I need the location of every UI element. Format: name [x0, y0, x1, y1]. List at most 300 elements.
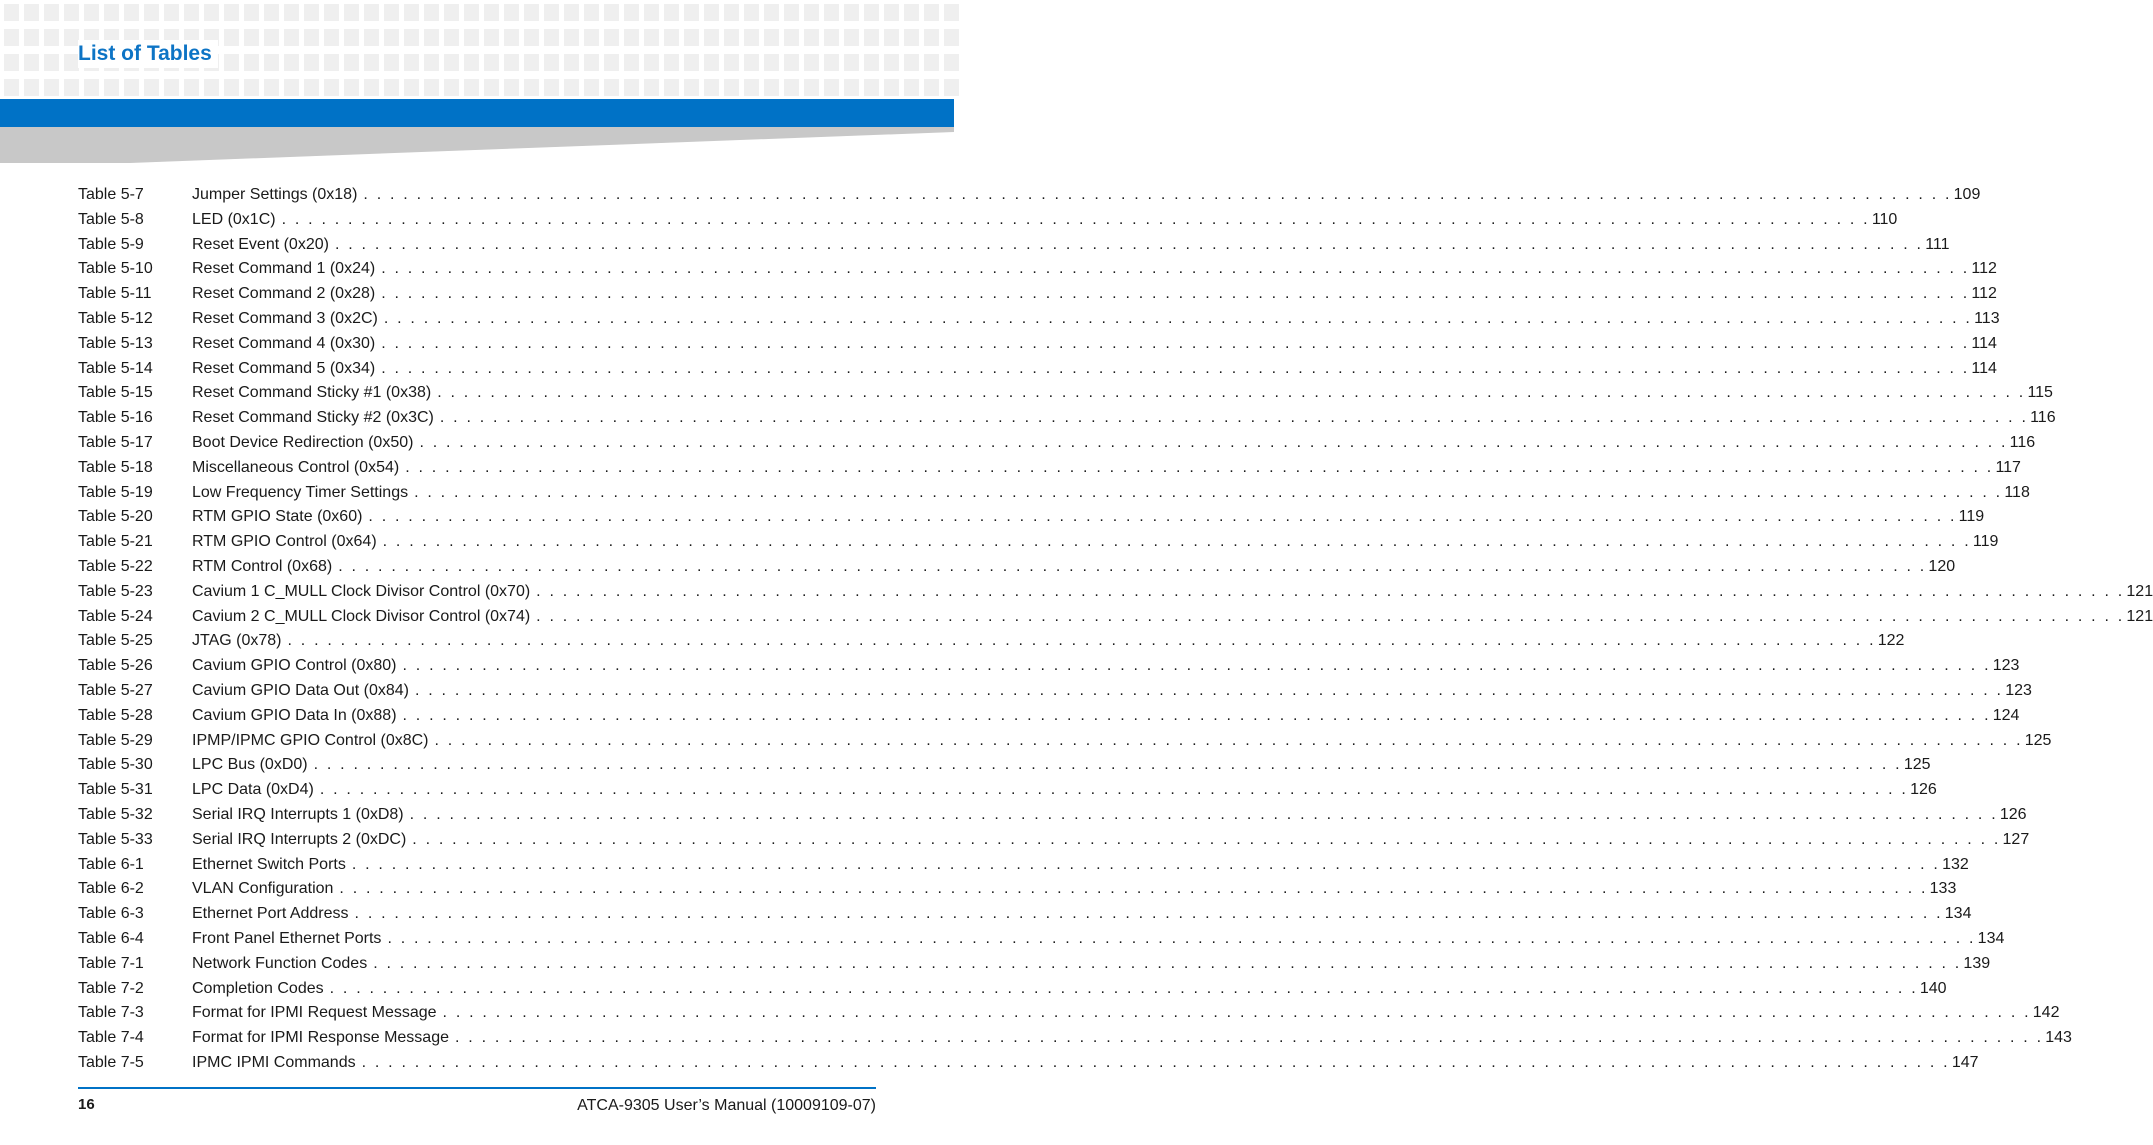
dot-leader: . . . . . . . . . . . . . . . . . . . . . . . . . . . . . . . . . . . . . . . . . . . . . . . . . . . . . . . . . . . . . . . . . . . . . . . . . . . . . . . . . . . . . . . . . . . . . . . . . . . . . . . . . . . . . . . . . . . . . . . . — [363, 186, 1952, 203]
table-number: Table 5-32 — [78, 805, 153, 823]
pattern-square — [924, 4, 939, 21]
pattern-square — [944, 79, 959, 96]
dot-leader: . . . . . . . . . . . . . . . . . . . . . . . . . . . . . . . . . . . . . . . . . . . . . . . . . . . . . . . . . . . . . . . . . . . . . . . . . . . . . . . . . . . . . . . . . . . . . . . . . . . . . . . . . . . . . . . . . . . . . . . . — [381, 285, 1970, 303]
table-title[interactable]: Serial IRQ Interrupts 2 (0xDC) — [192, 830, 407, 848]
pattern-square — [764, 79, 779, 96]
table-title[interactable]: Reset Command Sticky #2 (0x3C) — [192, 409, 434, 427]
table-number: Table 5-29 — [78, 731, 153, 749]
table-title[interactable]: Jumper Settings (0x18) — [192, 186, 358, 203]
toc-entry[interactable] — [78, 952, 1991, 977]
table-title[interactable]: Boot Device Redirection (0x50) — [192, 433, 414, 451]
table-number: Table 6-2 — [78, 880, 144, 898]
dot-leader: . . . . . . . . . . . . . . . . . . . . . . . . . . . . . . . . . . . . . . . . . . . . . . . . . . . . . . . . . . . . . . . . . . . . . . . . . . . . . . . . . . . . . . . . . . . . . . . . . . . . . . . . . . . . . . . . . . . . . . . . — [339, 880, 1928, 898]
pattern-square — [384, 54, 399, 71]
page-reference[interactable]: 134 — [1977, 929, 2005, 947]
pattern-square — [504, 79, 519, 96]
table-title[interactable]: Cavium GPIO Data Out (0x84) — [192, 681, 409, 699]
pattern-square — [364, 79, 379, 96]
pattern-square — [544, 54, 559, 71]
dot-leader: . . . . . . . . . . . . . . . . . . . . . . . . . . . . . . . . . . . . . . . . . . . . . . . . . . . . . . . . . . . . . . . . . . . . . . . . . . . . . . . . . . . . . . . . . . . . . . . . . . . . . . . . . . . . . . . . . . . . . . . . — [329, 979, 1918, 997]
table-number: Table 5-26 — [78, 657, 153, 675]
pattern-square — [484, 79, 499, 96]
dot-leader: . . . . . . . . . . . . . . . . . . . . . . . . . . . . . . . . . . . . . . . . . . . . . . . . . . . . . . . . . . . . . . . . . . . . . . . . . . . . . . . . . . . . . . . . . . . . . . . . . . . . . . . . . . . . . . . . . . . . . . . . — [454, 1029, 2044, 1047]
pattern-square — [324, 79, 339, 96]
table-title[interactable]: Reset Command 5 (0x34) — [192, 359, 376, 377]
dot-leader: . . . . . . . . . . . . . . . . . . . . . . . . . . . . . . . . . . . . . . . . . . . . . . . . . . . . . . . . . . . . . . . . . . . . . . . . . . . . . . . . . . . . . . . . . . . . . . . . . . . . . . . . . . . . . . . . . . . . . . . . — [381, 359, 1970, 377]
pattern-square — [24, 29, 39, 46]
toc-entry[interactable] — [78, 332, 1997, 357]
dot-leader: . . . . . . . . . . . . . . . . . . . . . . . . . . . . . . . . . . . . . . . . . . . . . . . . . . . . . . . . . . . . . . . . . . . . . . . . . . . . . . . . . . . . . . . . . . . . . . . . . . . . . . . . . . . . . . . . . . . . . . . . — [383, 309, 1973, 327]
table-number: Table 5-7 — [78, 186, 144, 203]
pattern-square — [784, 29, 799, 46]
page-reference[interactable]: 112 — [1971, 285, 1997, 303]
pattern-square — [944, 29, 959, 46]
pattern-square — [844, 54, 859, 71]
table-number: Table 5-27 — [78, 681, 153, 699]
pattern-square — [924, 29, 939, 46]
page-reference[interactable]: 140 — [1919, 979, 1947, 997]
pattern-square — [24, 54, 39, 71]
pattern-square — [724, 29, 739, 46]
toc-entry[interactable] — [78, 1026, 2072, 1051]
table-number: Table 5-16 — [78, 409, 153, 427]
pattern-square — [344, 54, 359, 71]
page-reference[interactable]: 121 — [2126, 582, 2153, 600]
pattern-square — [724, 4, 739, 21]
pattern-square — [444, 54, 459, 71]
page-reference[interactable]: 121 — [2126, 607, 2153, 625]
pattern-square — [844, 4, 859, 21]
pattern-square — [724, 79, 739, 96]
pattern-square — [744, 4, 759, 21]
pattern-square — [324, 54, 339, 71]
table-title[interactable]: RTM GPIO State (0x60) — [192, 508, 363, 526]
pattern-square — [544, 29, 559, 46]
pattern-square — [264, 29, 279, 46]
table-title[interactable]: VLAN Configuration — [192, 880, 334, 898]
dot-leader: . . . . . . . . . . . . . . . . . . . . . . . . . . . . . . . . . . . . . . . . . . . . . . . . . . . . . . . . . . . . . . . . . . . . . . . . . . . . . . . . . . . . . . . . . . . . . . . . . . . . . . . . . . . . . . . . . . . . . . . . — [381, 260, 1970, 278]
pattern-square — [144, 79, 159, 96]
table-title[interactable]: Reset Command 1 (0x24) — [192, 260, 376, 278]
pattern-square — [364, 54, 379, 71]
pattern-square — [304, 54, 319, 71]
pattern-square — [44, 54, 59, 71]
toc-entry[interactable] — [78, 381, 2053, 406]
table-title[interactable]: Reset Command Sticky #1 (0x38) — [192, 384, 432, 402]
page-reference[interactable]: 123 — [1992, 657, 2020, 675]
pattern-square — [704, 4, 719, 21]
pattern-square — [84, 4, 99, 21]
page-reference[interactable]: 120 — [1928, 557, 1956, 575]
pattern-square — [824, 79, 839, 96]
toc-entry[interactable] — [78, 233, 1950, 258]
pattern-square — [504, 29, 519, 46]
footer-page-number: 16 — [78, 1096, 95, 1113]
toc-entry[interactable] — [78, 977, 1947, 1002]
dot-leader: . . . . . . . . . . . . . . . . . . . . . . . . . . . . . . . . . . . . . . . . . . . . . . . . . . . . . . . . . . . . . . . . . . . . . . . . . . . . . . . . . . . . . . . . . . . . . . . . . . . . . . . . . . . . . . . . . . . . . . . . — [437, 384, 2026, 402]
pattern-square — [664, 4, 679, 21]
table-number: Table 5-12 — [78, 309, 153, 327]
pattern-square — [564, 79, 579, 96]
pattern-square — [724, 54, 739, 71]
page-reference[interactable]: 115 — [2027, 384, 2053, 402]
pattern-square — [624, 29, 639, 46]
pattern-square — [24, 79, 39, 96]
table-number: Table 5-8 — [78, 210, 144, 228]
pattern-square — [744, 29, 759, 46]
table-title[interactable]: RTM Control (0x68) — [192, 557, 333, 575]
pattern-square — [904, 54, 919, 71]
page-reference[interactable]: 116 — [2030, 409, 2056, 427]
pattern-square — [644, 79, 659, 96]
pattern-square — [224, 79, 239, 96]
pattern-square — [244, 54, 259, 71]
toc-entry[interactable] — [78, 555, 1956, 580]
table-title[interactable]: Completion Codes — [192, 979, 324, 997]
pattern-square — [4, 79, 19, 96]
dot-leader: . . . . . . . . . . . . . . . . . . . . . . . . . . . . . . . . . . . . . . . . . . . . . . . . . . . . . . . . . . . . . . . . . . . . . . . . . . . . . . . . . . . . . . . . . . . . . . . . . . . . . . . . . . . . . . . . . . . . . . . . — [439, 409, 2029, 427]
footer-divider — [78, 1087, 876, 1089]
dot-leader: . . . . . . . . . . . . . . . . . . . . . . . . . . . . . . . . . . . . . . . . . . . . . . . . . . . . . . . . . . . . . . . . . . . . . . . . . . . . . . . . . . . . . . . . . . . . . . . . . . . . . . . . . . . . . . . . . . . . . . . . — [319, 781, 1909, 799]
pattern-square — [444, 4, 459, 21]
pattern-square — [224, 29, 239, 46]
pattern-square — [564, 54, 579, 71]
pattern-square — [524, 29, 539, 46]
toc-entry[interactable] — [78, 778, 1937, 803]
pattern-square — [4, 4, 19, 21]
page-reference[interactable]: 110 — [1871, 210, 1898, 228]
table-number: Table 7-2 — [78, 979, 144, 997]
table-number: Table 5-17 — [78, 433, 153, 451]
table-title[interactable]: Reset Event (0x20) — [192, 235, 329, 253]
dot-leader: . . . . . . . . . . . . . . . . . . . . . . . . . . . . . . . . . . . . . . . . . . . . . . . . . . . . . . . . . . . . . . . . . . . . . . . . . . . . . . . . . . . . . . . . . . . . . . . . . . . . . . . . . . . . . . . . . . . . . . . . — [382, 533, 1971, 551]
footer-document-title: ATCA-9305 User’s Manual (10009109-07) — [577, 1097, 876, 1114]
toc-entry[interactable] — [78, 357, 1997, 382]
dot-leader: . . . . . . . . . . . . . . . . . . . . . . . . . . . . . . . . . . . . . . . . . . . . . . . . . . . . . . . . . . . . . . . . . . . . . . . . . . . . . . . . . . . . . . . . . . . . . . . . . . . . . . . . . . . . . . . . . . . . . . . . — [287, 632, 1876, 650]
dot-leader: . . . . . . . . . . . . . . . . . . . . . . . . . . . . . . . . . . . . . . . . . . . . . . . . . . . . . . . . . . . . . . . . . . . . . . . . . . . . . . . . . . . . . . . . . . . . . . . . . . . . . . . . . . . . . . . . . . . . . . . . — [351, 855, 1941, 873]
pattern-square — [264, 79, 279, 96]
page-reference[interactable]: 119 — [1972, 533, 1999, 551]
pattern-square — [284, 4, 299, 21]
page-reference[interactable]: 125 — [2024, 731, 2052, 749]
page-reference[interactable]: 114 — [1971, 359, 1997, 377]
pattern-square — [684, 29, 699, 46]
toc-entry[interactable] — [78, 431, 2036, 456]
pattern-square — [584, 54, 599, 71]
table-title[interactable]: Low Frequency Timer Settings — [192, 483, 409, 501]
pattern-square — [304, 4, 319, 21]
toc-entry[interactable] — [78, 481, 2030, 506]
pattern-square — [784, 79, 799, 96]
table-title[interactable]: Cavium GPIO Control (0x80) — [192, 657, 397, 675]
page-reference[interactable]: 134 — [1944, 905, 1972, 923]
pattern-square — [704, 29, 719, 46]
pattern-square — [444, 29, 459, 46]
pattern-square — [884, 29, 899, 46]
toc-entry[interactable] — [78, 505, 1985, 530]
table-title[interactable]: Reset Command 2 (0x28) — [192, 285, 376, 303]
toc-entry[interactable] — [78, 828, 2030, 853]
page-reference[interactable]: 126 — [1910, 781, 1937, 799]
page-reference[interactable]: 127 — [2002, 830, 2030, 848]
toc-entry[interactable] — [78, 282, 1997, 307]
pattern-square — [284, 79, 299, 96]
pattern-square — [324, 29, 339, 46]
pattern-square — [704, 79, 719, 96]
pattern-square — [644, 29, 659, 46]
table-number: Table 5-31 — [78, 781, 153, 799]
table-number: Table 7-5 — [78, 1053, 144, 1071]
pattern-square — [764, 4, 779, 21]
page-reference[interactable]: 119 — [1958, 508, 1985, 526]
header-blue-band — [0, 99, 954, 127]
table-title[interactable]: Ethernet Port Address — [192, 905, 349, 923]
pattern-square — [544, 4, 559, 21]
dot-leader: . . . . . . . . . . . . . . . . . . . . . . . . . . . . . . . . . . . . . . . . . . . . . . . . . . . . . . . . . . . . . . . . . . . . . . . . . . . . . . . . . . . . . . . . . . . . . . . . . . . . . . . . . . . . . . . . . . . . . . . . — [405, 458, 1994, 476]
table-number: Table 6-4 — [78, 929, 144, 947]
table-number: Table 5-14 — [78, 359, 153, 377]
pattern-square — [744, 54, 759, 71]
page-reference[interactable]: 122 — [1877, 632, 1905, 650]
toc-entry[interactable] — [78, 307, 2000, 332]
page-reference[interactable]: 147 — [1951, 1053, 1979, 1071]
table-title[interactable]: Cavium GPIO Data In (0x88) — [192, 706, 397, 724]
pattern-square — [824, 29, 839, 46]
table-title[interactable]: Serial IRQ Interrupts 1 (0xD8) — [192, 805, 404, 823]
pattern-square — [184, 4, 199, 21]
toc-entry[interactable] — [78, 580, 2153, 605]
pattern-square — [304, 29, 319, 46]
pattern-square — [784, 54, 799, 71]
page-reference[interactable]: 133 — [1929, 880, 1957, 898]
dot-leader: . . . . . . . . . . . . . . . . . . . . . . . . . . . . . . . . . . . . . . . . . . . . . . . . . . . . . . . . . . . . . . . . . . . . . . . . . . . . . . . . . . . . . . . . . . . . . . . . . . . . . . . . . . . . . . . . . . . . . . . . — [281, 210, 1870, 228]
pattern-square — [844, 79, 859, 96]
pattern-square — [404, 54, 419, 71]
table-title[interactable]: Ethernet Switch Ports — [192, 855, 346, 873]
table-title[interactable]: Cavium 1 C_MULL Clock Divisor Control (0x70) — [192, 582, 531, 600]
page-reference[interactable]: 113 — [1974, 309, 2000, 327]
dot-leader: . . . . . . . . . . . . . . . . . . . . . . . . . . . . . . . . . . . . . . . . . . . . . . . . . . . . . . . . . . . . . . . . . . . . . . . . . . . . . . . . . . . . . . . . . . . . . . . . . . . . . . . . . . . . . . . . . . . . . . . . — [373, 954, 1962, 972]
toc-entry[interactable] — [78, 530, 1999, 555]
pattern-square — [864, 4, 879, 21]
pattern-square — [484, 4, 499, 21]
toc-entry[interactable] — [78, 605, 2153, 630]
pattern-square — [664, 79, 679, 96]
toc-entry[interactable] — [78, 208, 1898, 233]
pattern-square — [524, 79, 539, 96]
pattern-square — [584, 29, 599, 46]
page-title: List of Tables — [78, 40, 218, 68]
toc-entry[interactable] — [78, 803, 2027, 828]
pattern-square — [364, 29, 379, 46]
toc-entry[interactable] — [78, 654, 2020, 679]
pattern-square — [184, 79, 199, 96]
toc-entry[interactable] — [78, 753, 1931, 778]
pattern-square — [124, 4, 139, 21]
table-number: Table 7-1 — [78, 954, 144, 972]
table-number: Table 5-30 — [78, 756, 153, 774]
dot-leader: . . . . . . . . . . . . . . . . . . . . . . . . . . . . . . . . . . . . . . . . . . . . . . . . . . . . . . . . . . . . . . . . . . . . . . . . . . . . . . . . . . . . . . . . . . . . . . . . . . . . . . . . . . . . . . . . . . . . . . . . — [414, 483, 2003, 501]
dot-leader: . . . . . . . . . . . . . . . . . . . . . . . . . . . . . . . . . . . . . . . . . . . . . . . . . . . . . . . . . . . . . . . . . . . . . . . . . . . . . . . . . . . . . . . . . . . . . . . . . . . . . . . . . . . . . . . . . . . . . . . . — [536, 582, 2125, 600]
toc-entry[interactable] — [78, 704, 2020, 729]
table-number: Table 5-15 — [78, 384, 153, 402]
pattern-square — [64, 79, 79, 96]
table-title[interactable]: LPC Data (0xD4) — [192, 781, 314, 799]
pattern-square — [624, 54, 639, 71]
pattern-square — [464, 79, 479, 96]
toc-entry[interactable] — [78, 1051, 1979, 1076]
page-reference[interactable]: 132 — [1942, 855, 1969, 873]
pattern-square — [684, 79, 699, 96]
pattern-square — [904, 4, 919, 21]
pattern-square — [384, 29, 399, 46]
table-number: Table 5-11 — [78, 285, 152, 303]
table-title[interactable]: Format for IPMI Response Message — [192, 1029, 449, 1047]
pattern-square — [804, 54, 819, 71]
page-reference[interactable]: 118 — [2004, 483, 2030, 501]
pattern-square — [884, 4, 899, 21]
toc-entry[interactable] — [78, 679, 2032, 704]
toc-entry[interactable] — [78, 456, 2021, 481]
table-number: Table 5-13 — [78, 334, 153, 352]
pattern-square — [524, 54, 539, 71]
page-reference[interactable]: 124 — [1992, 706, 2020, 724]
table-number: Table 5-33 — [78, 830, 153, 848]
page-reference[interactable]: 125 — [1903, 756, 1931, 774]
pattern-square — [64, 4, 79, 21]
pattern-square — [264, 54, 279, 71]
table-number: Table 5-18 — [78, 458, 153, 476]
dot-leader: . . . . . . . . . . . . . . . . . . . . . . . . . . . . . . . . . . . . . . . . . . . . . . . . . . . . . . . . . . . . . . . . . . . . . . . . . . . . . . . . . . . . . . . . . . . . . . . . . . . . . . . . . . . . . . . . . . . . . . . . — [368, 508, 1957, 526]
toc-entry[interactable] — [78, 1001, 2060, 1026]
pattern-square — [604, 29, 619, 46]
toc-entry[interactable] — [78, 183, 1981, 208]
pattern-square — [764, 29, 779, 46]
pattern-square — [224, 54, 239, 71]
pattern-square — [164, 79, 179, 96]
pattern-square — [904, 79, 919, 96]
table-number: Table 7-3 — [78, 1004, 144, 1022]
toc-entry[interactable] — [78, 877, 1957, 902]
page-reference[interactable]: 142 — [2032, 1004, 2060, 1022]
pattern-square — [584, 79, 599, 96]
pattern-square — [224, 4, 239, 21]
table-number: Table 6-3 — [78, 905, 144, 923]
table-title[interactable]: IPMP/IPMC GPIO Control (0x8C) — [192, 731, 429, 749]
table-title[interactable]: LED (0x1C) — [192, 210, 276, 228]
page-reference[interactable]: 126 — [1999, 805, 2027, 823]
toc-entry[interactable] — [78, 257, 1997, 282]
table-title[interactable]: Reset Command 4 (0x30) — [192, 334, 376, 352]
pattern-square — [104, 4, 119, 21]
pattern-square — [884, 79, 899, 96]
table-title[interactable]: IPMC IPMI Commands — [192, 1053, 356, 1071]
page-reference[interactable]: 109 — [1953, 186, 1981, 203]
pattern-square — [744, 79, 759, 96]
page-reference[interactable]: 123 — [2005, 681, 2032, 699]
table-number: Table 5-10 — [78, 260, 153, 278]
table-title[interactable]: Front Panel Ethernet Ports — [192, 929, 382, 947]
toc-entry[interactable] — [78, 853, 1969, 878]
pattern-square — [384, 4, 399, 21]
table-number: Table 5-23 — [78, 582, 153, 600]
pattern-square — [204, 79, 219, 96]
table-title[interactable]: Cavium 2 C_MULL Clock Divisor Control (0x74) — [192, 607, 531, 625]
pattern-square — [564, 29, 579, 46]
pattern-square — [864, 29, 879, 46]
pattern-square — [604, 79, 619, 96]
table-title[interactable]: Network Function Codes — [192, 954, 368, 972]
pattern-square — [344, 79, 359, 96]
pattern-square — [44, 79, 59, 96]
pattern-square — [824, 4, 839, 21]
pattern-square — [824, 54, 839, 71]
page-reference[interactable]: 139 — [1963, 954, 1991, 972]
toc-entry[interactable] — [78, 729, 2052, 754]
pattern-square — [904, 29, 919, 46]
pattern-square — [304, 79, 319, 96]
dot-leader: . . . . . . . . . . . . . . . . . . . . . . . . . . . . . . . . . . . . . . . . . . . . . . . . . . . . . . . . . . . . . . . . . . . . . . . . . . . . . . . . . . . . . . . . . . . . . . . . . . . . . . . . . . . . . . . . . . . . . . . . — [338, 557, 1927, 575]
pattern-square — [44, 29, 59, 46]
pattern-square — [664, 29, 679, 46]
toc-entry[interactable] — [78, 629, 1905, 654]
page-reference[interactable]: 114 — [1971, 334, 1997, 352]
toc-entry[interactable] — [78, 927, 2005, 952]
table-title[interactable]: Miscellaneous Control (0x54) — [192, 458, 400, 476]
pattern-square — [144, 4, 159, 21]
dot-leader: . . . . . . . . . . . . . . . . . . . . . . . . . . . . . . . . . . . . . . . . . . . . . . . . . . . . . . . . . . . . . . . . . . . . . . . . . . . . . . . . . . . . . . . . . . . . . . . . . . . . . . . . . . . . . . . . . . . . . . . . — [381, 334, 1970, 352]
pattern-square — [444, 79, 459, 96]
table-title[interactable]: RTM GPIO Control (0x64) — [192, 533, 377, 551]
pattern-square — [84, 79, 99, 96]
toc-entry[interactable] — [78, 902, 1972, 927]
page-reference[interactable]: 112 — [1971, 260, 1997, 278]
pattern-square — [44, 4, 59, 21]
page-reference[interactable]: 111 — [1925, 235, 1950, 253]
pattern-square — [324, 4, 339, 21]
pattern-square — [484, 54, 499, 71]
pattern-square — [524, 4, 539, 21]
table-number: Table 5-28 — [78, 706, 153, 724]
pattern-square — [584, 4, 599, 21]
page-reference[interactable]: 143 — [2045, 1029, 2072, 1047]
table-number: Table 5-25 — [78, 632, 153, 650]
pattern-square — [64, 29, 79, 46]
table-number: Table 5-20 — [78, 508, 153, 526]
pattern-square — [284, 29, 299, 46]
pattern-square — [884, 54, 899, 71]
pattern-square — [784, 4, 799, 21]
table-title[interactable]: JTAG (0x78) — [192, 632, 282, 650]
pattern-square — [464, 4, 479, 21]
toc-entry[interactable] — [78, 406, 2056, 431]
page-reference[interactable]: 117 — [1995, 458, 2021, 476]
pattern-square — [344, 4, 359, 21]
pattern-square — [424, 54, 439, 71]
pattern-square — [664, 54, 679, 71]
dot-leader: . . . . . . . . . . . . . . . . . . . . . . . . . . . . . . . . . . . . . . . . . . . . . . . . . . . . . . . . . . . . . . . . . . . . . . . . . . . . . . . . . . . . . . . . . . . . . . . . . . . . . . . . . . . . . . . . . . . . . . . . — [402, 706, 1991, 724]
table-title[interactable]: Format for IPMI Request Message — [192, 1004, 437, 1022]
table-number: Table 5-9 — [78, 235, 144, 253]
dot-leader: . . . . . . . . . . . . . . . . . . . . . . . . . . . . . . . . . . . . . . . . . . . . . . . . . . . . . . . . . . . . . . . . . . . . . . . . . . . . . . . . . . . . . . . . . . . . . . . . . . . . . . . . . . . . . . . . . . . . . . . . — [354, 905, 1943, 923]
pattern-square — [4, 54, 19, 71]
table-number: Table 5-21 — [78, 533, 153, 551]
pattern-square — [804, 4, 819, 21]
pattern-square — [924, 79, 939, 96]
page-reference[interactable]: 116 — [2009, 433, 2036, 451]
table-title[interactable]: Reset Command 3 (0x2C) — [192, 309, 378, 327]
table-title[interactable]: LPC Bus (0xD0) — [192, 756, 308, 774]
